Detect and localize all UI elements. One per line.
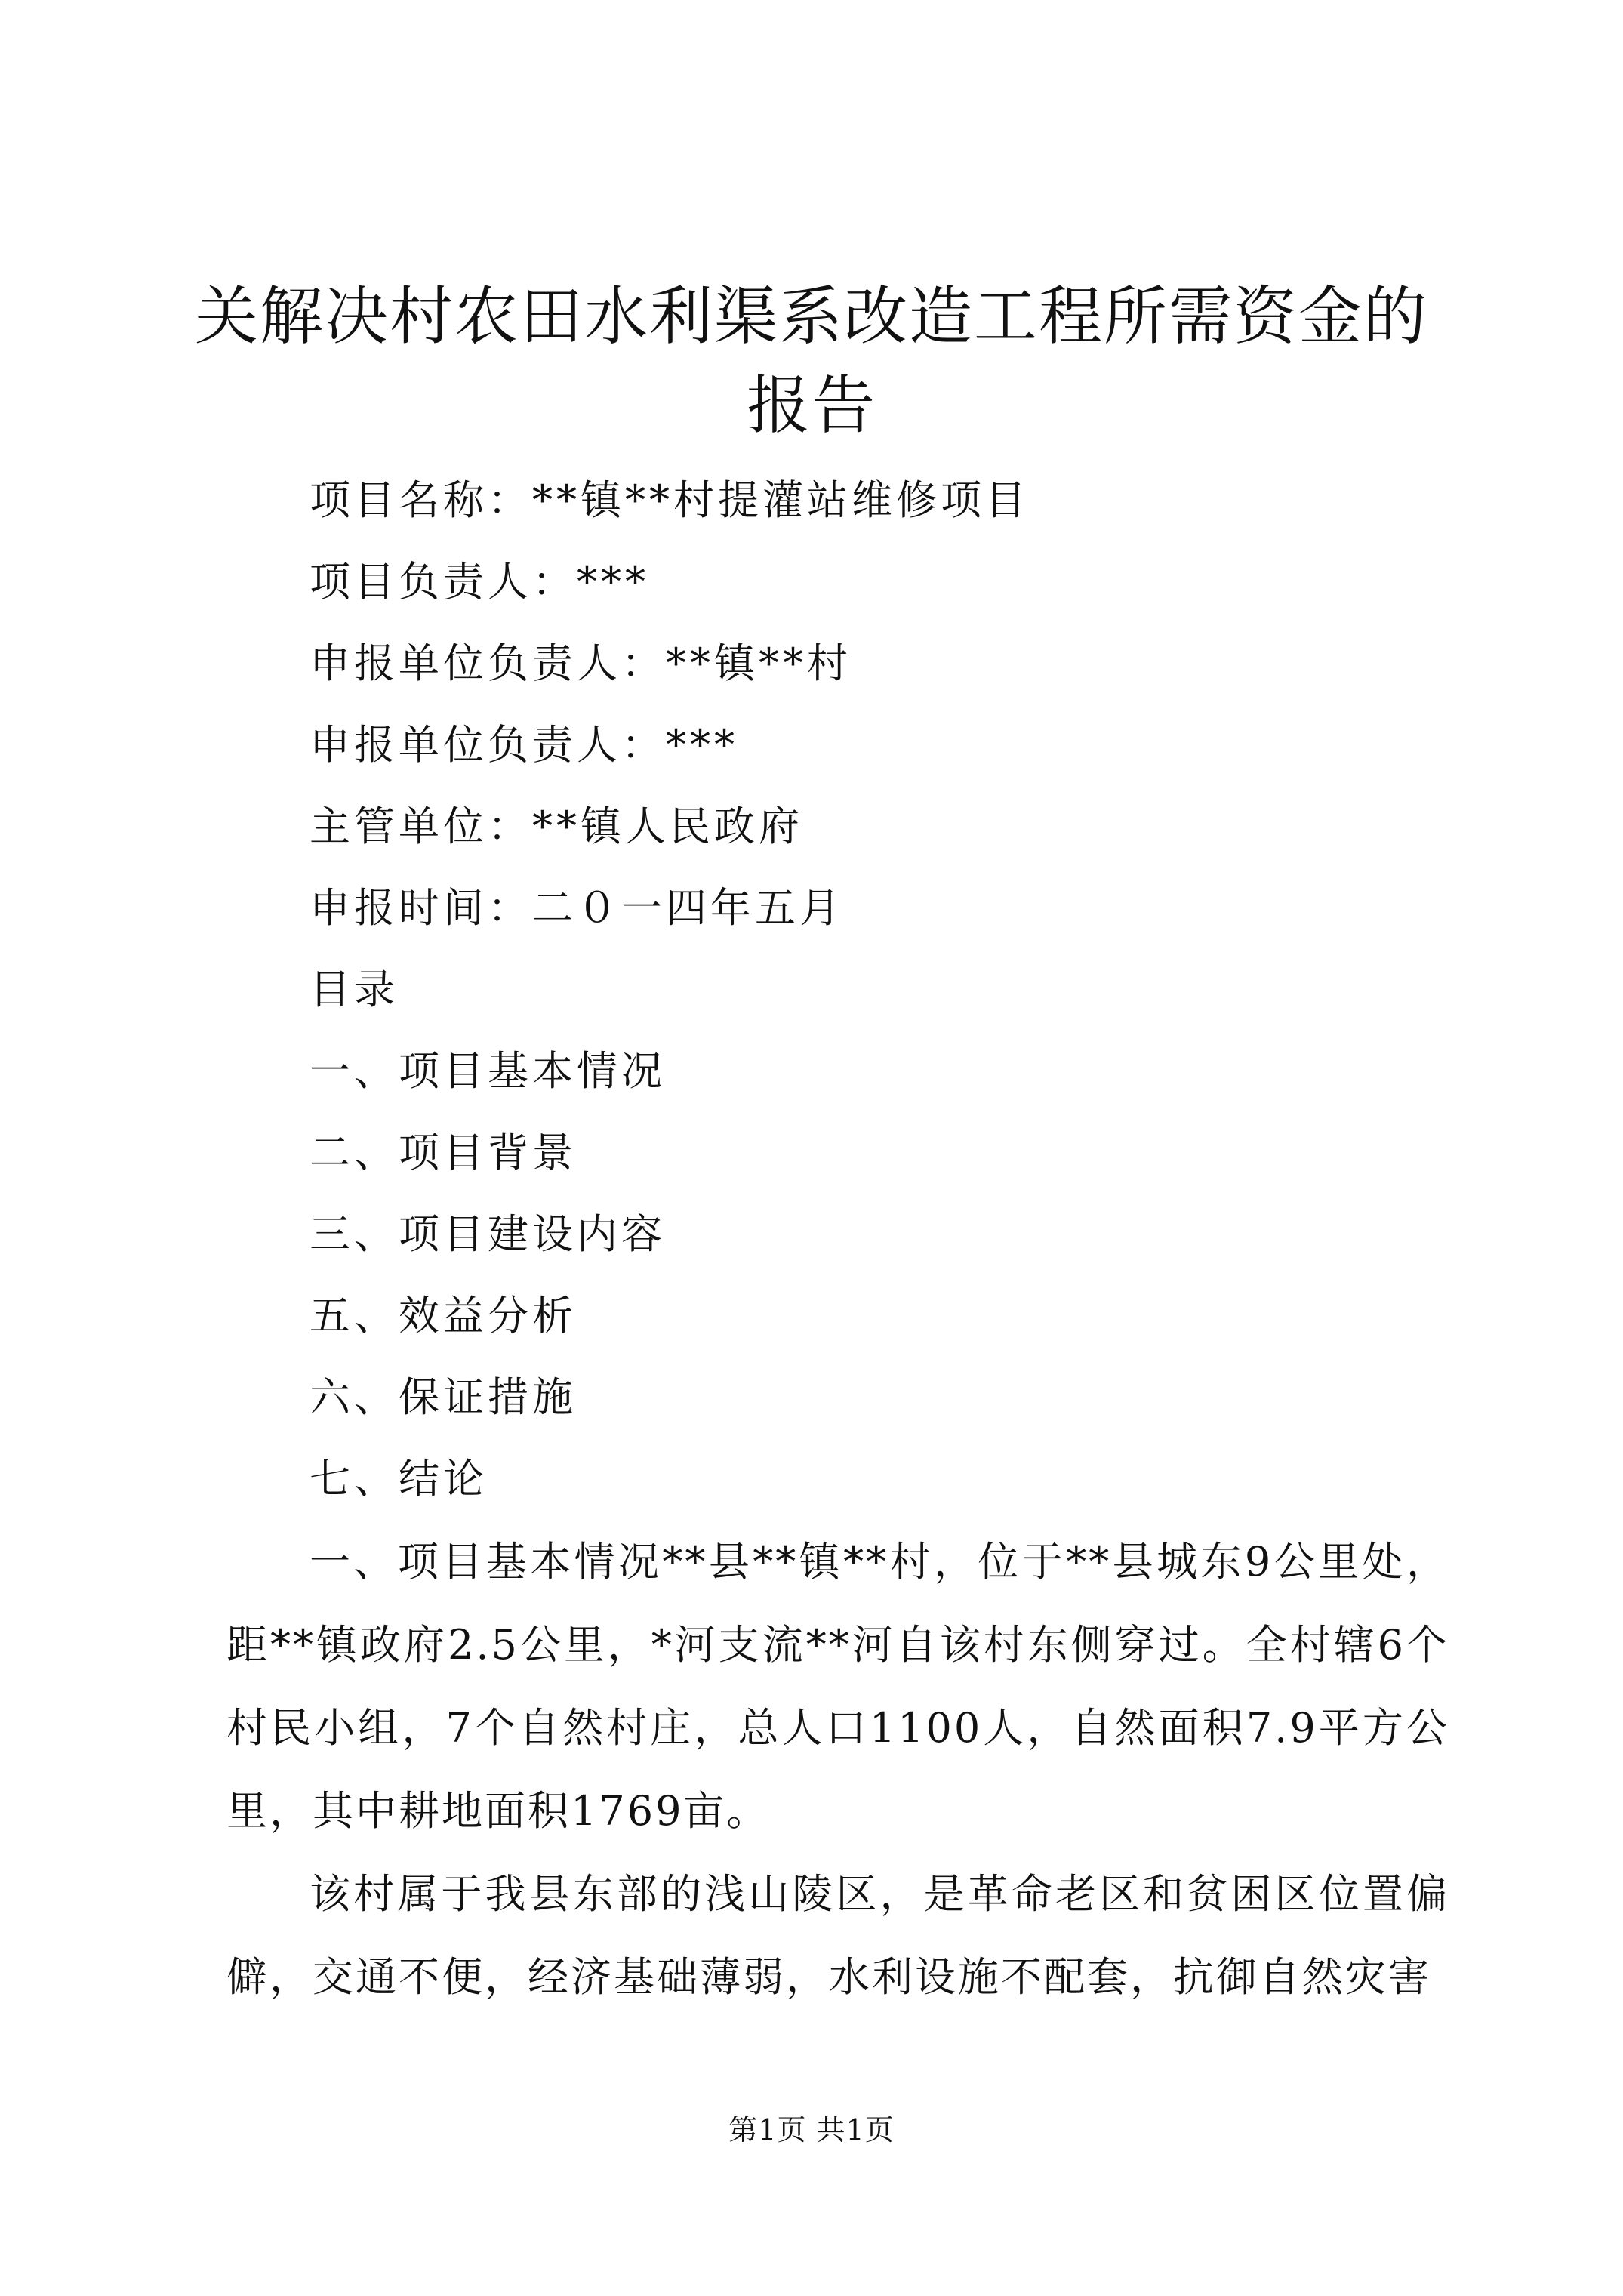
toc-item: 五、效益分析 [310, 1292, 577, 1339]
toc-item: 三、项目建设内容 [310, 1210, 666, 1258]
meta-applicant-leader: 申报单位负责人：*** [310, 721, 738, 769]
toc-heading: 目录 [310, 966, 399, 1013]
meta-applicant-unit: 申报单位负责人：**镇**村 [310, 639, 852, 687]
toc-item: 七、结论 [310, 1455, 488, 1502]
body-paragraph: 一、项目基本情况**县**镇**村，位于**县城东9公里处，距**镇政府2.5公里，*河支流**河自该村东侧穿过。全村辖6个村民小组，7个自然村庄，总人口1100人，自然面积7.9平方公里，其中耕地面积1769亩。 [226, 1538, 1449, 1835]
body-paragraph: 该村属于我县东部的浅山陵区，是革命老区和贫困区位置偏僻，交通不便，经济基础薄弱，水利设施不配套，抗御自然灾害 [226, 1870, 1449, 2001]
meta-application-date: 申报时间：二０一四年五月 [310, 884, 844, 932]
document-title: 关解决村农田水利渠系改造工程所需资金的报告 [194, 279, 1428, 442]
meta-supervising-unit: 主管单位：**镇人民政府 [310, 803, 803, 850]
page-footer: 第1页 共1页 [728, 2113, 895, 2147]
meta-project-leader: 项目负责人：*** [310, 558, 649, 606]
toc-item: 六、保证措施 [310, 1373, 577, 1421]
toc-item: 一、项目基本情况 [310, 1047, 666, 1095]
meta-project-name: 项目名称：**镇**村提灌站维修项目 [310, 476, 1030, 524]
toc-item: 二、项目背景 [310, 1129, 577, 1176]
